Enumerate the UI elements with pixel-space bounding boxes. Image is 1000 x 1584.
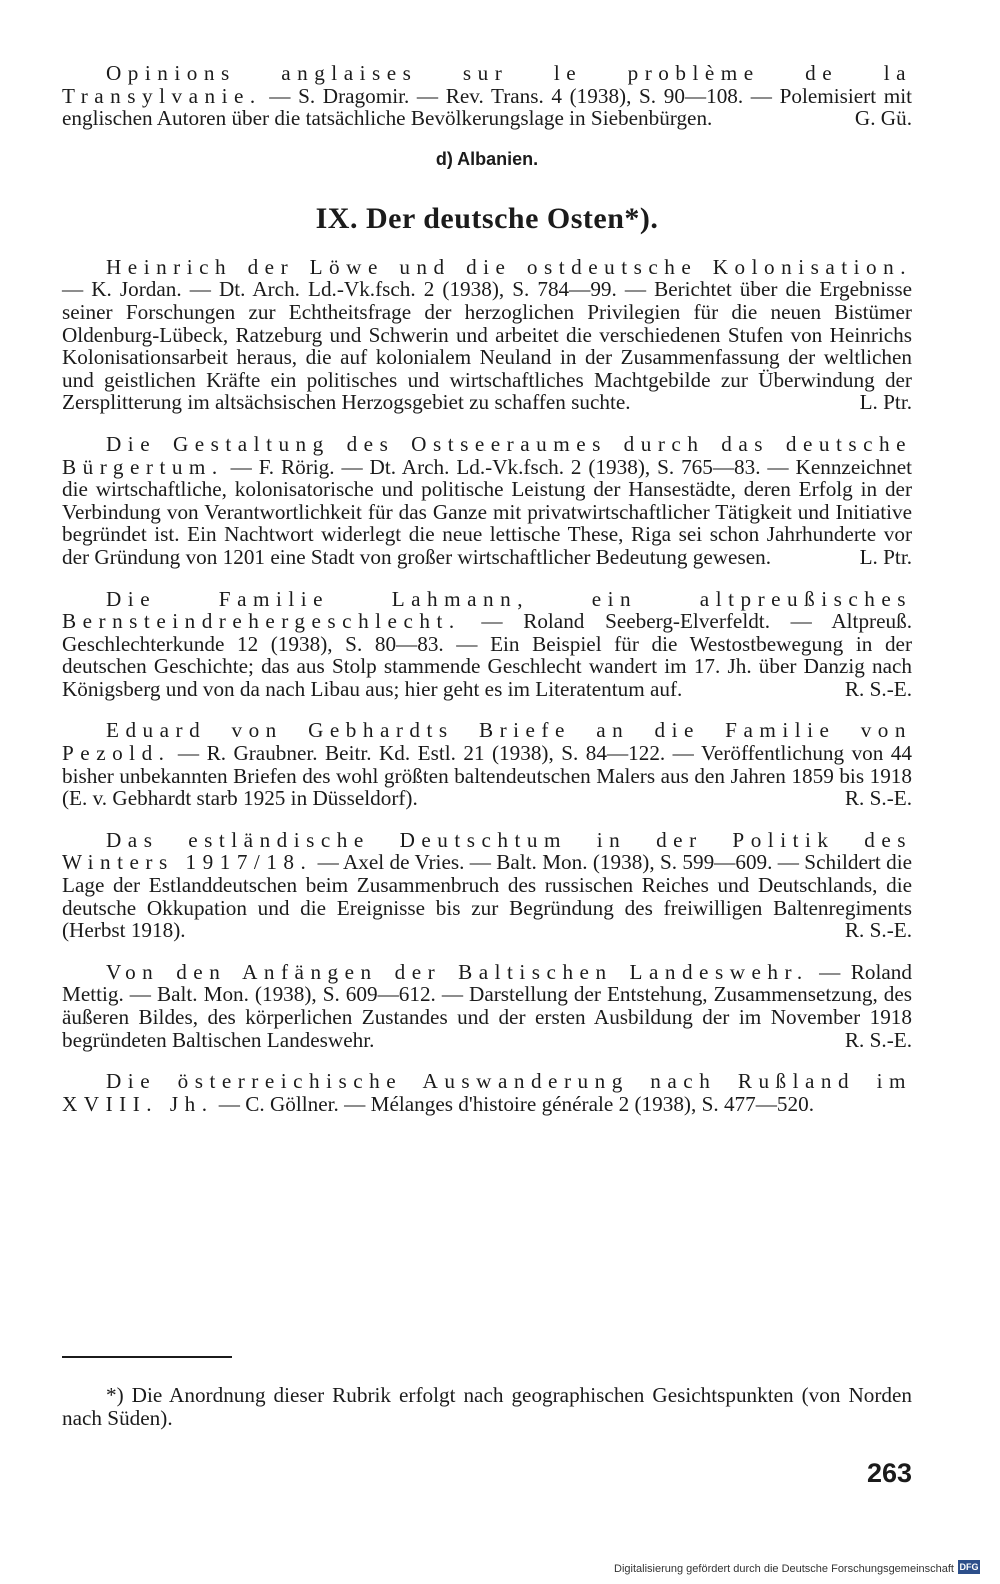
page-body — [62, 62, 912, 1134]
bibliography-entry — [62, 719, 912, 809]
section-heading-albanien: d) Albanien. — [435, 148, 539, 169]
bibliography-entry — [62, 62, 912, 130]
bibliography-entry — [62, 1070, 912, 1115]
bibliography-entry — [62, 588, 912, 701]
bibliography-entry — [62, 961, 912, 1051]
dfg-logo-icon: DFG — [959, 1562, 979, 1572]
entry-title: Eduard von Gebhardts Briefe an die Familie von Pezold. — [62, 718, 912, 766]
entry-title: Die Familie Lahmann, ein altpreußisches Bernsteindrehergeschlecht. — [62, 586, 912, 634]
entry-title: Heinrich der Löwe und die ostdeutsche Kolonisation. — [106, 254, 912, 279]
entry-signature: R. S.-E. — [844, 676, 912, 701]
entry-text: — Roland Seeberg-Elverfeldt. — Altpreuß. Geschlechterkunde 12 (1938), S. 80—83. — Ein Beispiel für die Westostbewegung in der deutschen Geschichte; das aus Stolp stammende Geschlecht wandert im 17. Jh. über Danzig nach Königsberg und von da nach Libau aus; hier geht es im Literatentum auf. — [62, 609, 912, 701]
entry-signature: G. Gü. — [854, 106, 912, 131]
bibliography-entry — [62, 829, 912, 942]
entry-signature: R. S.-E. — [844, 786, 912, 811]
entry-title: Opinions anglaises sur le problème de la Transylvanie. — [62, 61, 912, 108]
entry-text: — Axel de Vries. — Balt. Mon. (1938), S. 599—609. — Schildert die Lage der Estlanddeutschen beim Zusammenbruch des russischen Reiches und Deutschlands, die deutsche Okkupation und die Ereignisse bis zur Begründung des freiwilligen Baltenregiments (Herbst 1918). — [62, 850, 913, 943]
entry-text: — Roland Mettig. — Balt. Mon. (1938), S. 609—612. — Darstellung der Entstehung, Zusammensetzung, des äußeren Bildes, des körperlichen Zustandes und der ersten Ausbildung der im November 1918 begründeten Baltischen Landeswehr. — [62, 959, 912, 1052]
entry-text: — R. Graubner. Beitr. Kd. Estl. 21 (1938), S. 84—122. — Veröffentlichung von 44 bisher unbekannten Briefen des wohl größten baltendeutschen Malers aus den Jahren 1859 bis 1918 (E. v. Gebhardt starb 1925 in Düsseldorf). — [62, 741, 912, 811]
entry-text: — F. Rörig. — Dt. Arch. Ld.-Vk.fsch. 2 (1938), S. 765—83. — Kennzeichnet die wirtschaftliche, kolonisatorische und politische Leistung der Hansestädte, deren Erfolg in der Verbindung von Verantwortlichkeit für das Ganze mit privatwirtschaftlicher Tätigkeit und Initiative begründet ist. Ein Nachtwort widerlegt die neue lettische These, Riga sei schon Jahrhunderte vor der Gründung von 1201 eine Stadt von großer wirtschaftlicher Bedeutung gewesen. — [62, 454, 912, 569]
entry-signature: L. Ptr. — [859, 544, 912, 569]
entry-title: Das estländische Deutschtum in der Politik des Winters 1917/18. — [62, 827, 912, 875]
entry-text: — S. Dragomir. — Rev. Trans. 4 (1938), S. 90—108. — Polemisiert mit englischen Autoren über die tatsächliche Bevölkerungslage in Siebenbürgen. — [62, 83, 912, 131]
bibliography-entry — [62, 256, 912, 414]
entry-signature: R. S.-E. — [844, 1027, 912, 1052]
digitization-credit: Digitalisierung gefördert durch die Deutsche Forschungsgemeinschaft — [614, 1563, 954, 1575]
entry-signature: R. S.-E. — [844, 918, 912, 943]
chapter-heading: IX. Der deutsche Osten*). — [315, 201, 659, 235]
page-number: 263 — [866, 1458, 912, 1488]
entry-text: — C. Göllner. — Mélanges d'histoire générale 2 (1938), S. 477—520. — [213, 1091, 815, 1116]
entry-signature: L. Ptr. — [859, 390, 912, 415]
footnote-divider — [62, 1356, 232, 1358]
entry-title: Die Gestaltung des Ostseeraumes durch das deutsche Bürgertum. — [62, 431, 912, 479]
entry-title: Die österreichische Auswanderung nach Rußland im XVIII. Jh. — [62, 1069, 912, 1116]
bibliography-entry — [62, 433, 912, 569]
entry-text: — K. Jordan. — Dt. Arch. Ld.-Vk.fsch. 2 (1938), S. 784—99. — Berichtet über die Ergebnisse seiner Forschungen zur Echtheitsfrage der herzoglichen Privilegien für die neuen Bistümer Oldenburg-Lübeck, Ratzeburg und Schwerin und arbeitet die verschiedenen Stufen von Heinrichs Kolonisationsarbeit heraus, die auf kolonialem Neuland in der Zusammenfassung der weltlichen und geistlichen Kräfte ein politisches und wirtschaftliches Machtgebilde zur Überwindung der Zersplitterung im altsächsischen Herzogsgebiet zu schaffen suchte. — [62, 277, 912, 415]
footnote: *) Die Anordnung dieser Rubrik erfolgt nach geographischen Gesichtspunkten (von Norden nach Süden). — [62, 1383, 912, 1430]
entry-title: Von den Anfängen der Baltischen Landeswehr. — [106, 959, 809, 984]
